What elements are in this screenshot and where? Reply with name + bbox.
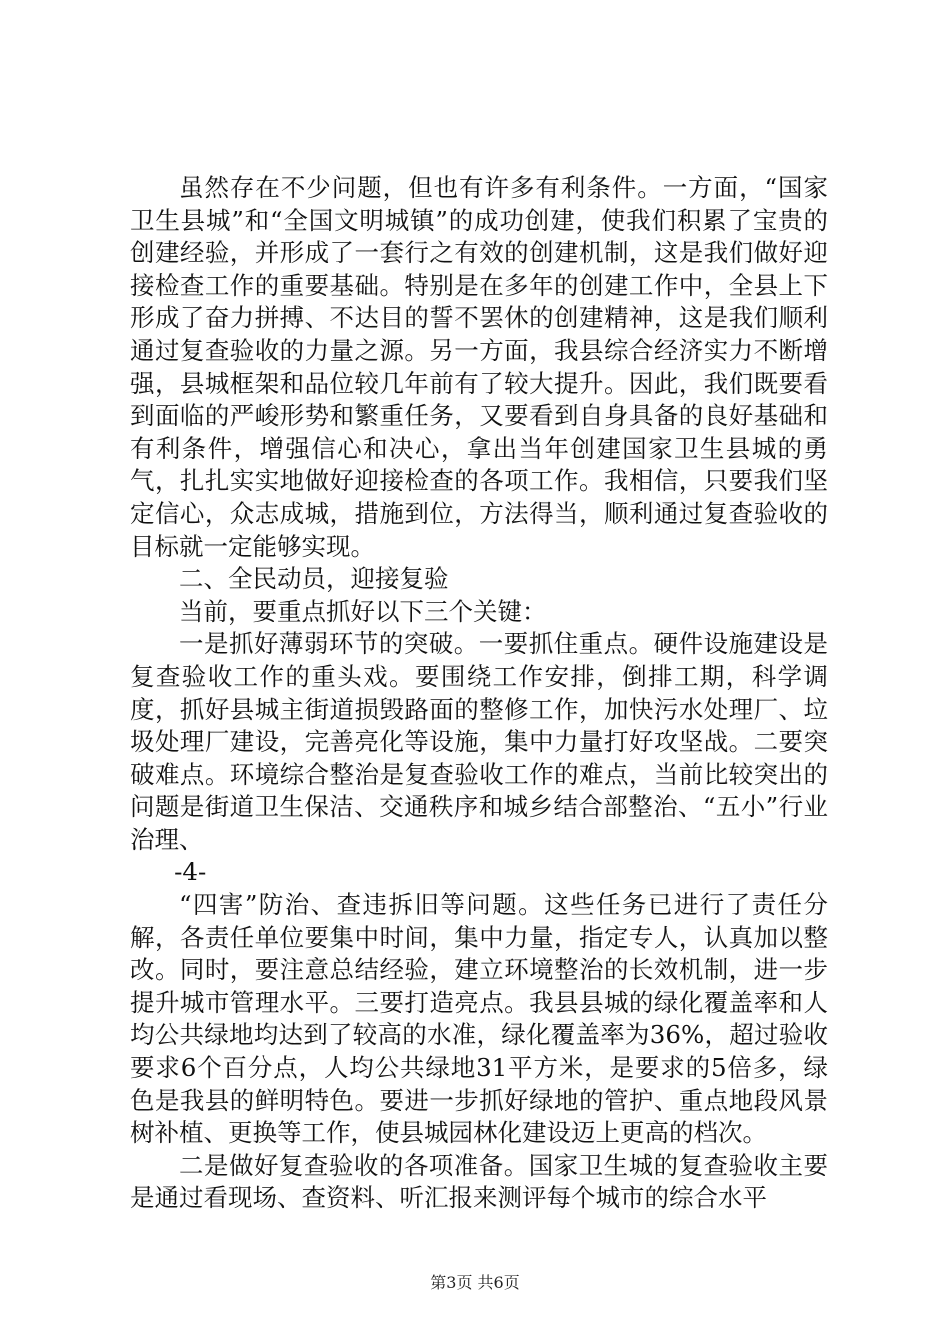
paragraph-weak-links: 一是抓好薄弱环节的突破。一要抓住重点。硬件设施建设是复查验收工作的重头戏。要围绕工作安排，倒排工期，科学调度，抓好县城主街道损毁路面的整修工作，加快污水处理厂、垃圾处理厂建设，完善亮化等设施，集中力量打好攻坚战。二要突破难点。环境综合整治是复查验收工作的难点，当前比较突出的问题是街道卫生保洁、交通秩序和城乡结合部整治、“五小”行业治理、	[130, 629, 828, 854]
paragraph-favorable-conditions: 虽然存在不少问题，但也有许多有利条件。一方面，“国家卫生县城”和“全国文明城镇”的成功创建，使我们积累了宝贵的创建经验，并形成了一套行之有效的创建机制，这是我们做好迎接检查工作的重要基础。特别是在多年的创建工作中，全县上下形成了奋力拼搏、不达目的誓不罢休的创建精神，这是我们顺利通过复查验收的力量之源。另一方面，我县综合经济实力不断增强，县城框架和品位较几年前有了较大提升。因此，我们既要看到面临的严峻形势和繁重任务，又要看到自身具备的良好基础和有利条件，增强信心和决心，拿出当年创建国家卫生县城的勇气，扎扎实实地做好迎接检查的各项工作。我相信，只要我们坚定信心，众志成城，措施到位，方法得当，顺利通过复查验收的目标就一定能够实现。	[130, 173, 828, 561]
paragraph-key-points-intro: 当前，要重点抓好以下三个关键：	[179, 596, 547, 626]
section-heading: 二、全民动员，迎接复验	[179, 564, 449, 594]
paragraph-rectification: “四害”防治、查违拆旧等问题。这些任务已进行了责任分解，各责任单位要集中时间，集中力量，指定专人，认真加以整改。同时，要注意总结经验，建立环境整治的长效机制，进一步提升城市管理水平。三要打造亮点。我县县城的绿化覆盖率和人均公共绿地均达到了较高的水准，绿化覆盖率为36%，超过验收要求6个百分点，人均公共绿地31平方米，是要求的5倍多，绿色是我县的鲜明特色。要进一步抓好绿地的管护、重点地段风景树补植、更换等工作，使县城园林化建设迈上更高的档次。	[130, 890, 828, 1148]
page-footer: 第3页 共6页	[430, 1273, 520, 1292]
inner-page-number: -4-	[174, 857, 207, 887]
document-body	[130, 172, 828, 1215]
paragraph-preparation: 二是做好复查验收的各项准备。国家卫生城的复查验收主要是通过看现场、查资料、听汇报来测评每个城市的综合水平	[130, 1150, 828, 1213]
